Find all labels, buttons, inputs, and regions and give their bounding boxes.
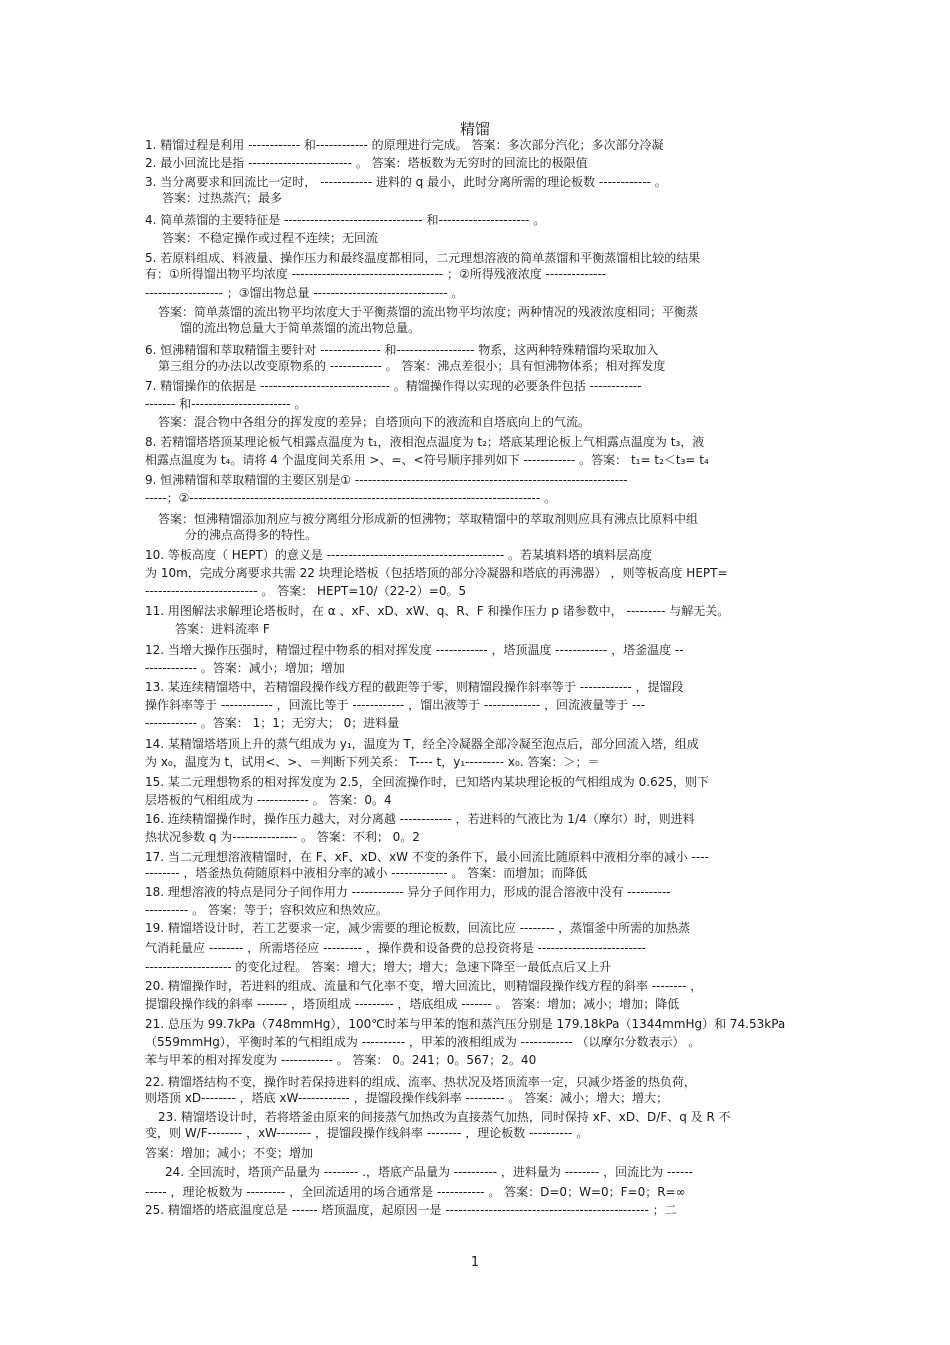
text-line: 苯与甲苯的相对挥发度为 ------------ 。 答案： 0。241；0。567；2。40 xyxy=(145,1053,537,1067)
text-line: 答案：简单蒸馏的流出物平均浓度大于平衡蒸馏的流出物平均浓度；两种情况的残液浓度相同；平衡蒸 xyxy=(158,305,699,319)
text-line: 16. 连续精馏操作时，操作压力越大，对分离越 ------------ ，若进料的气液比为 1/4（摩尔）时，则进料 xyxy=(145,812,695,826)
text-line: 21. 总压为 99.7kPa（748mmHg），100℃时苯与甲苯的饱和蒸汽压分别是 179.18kPa（1344mmHg）和 74.53kPa xyxy=(145,1017,786,1031)
text-line: 馏的流出物总量大于简单蒸馏的流出物总量。 xyxy=(180,321,421,335)
text-line: 15. 某二元理想物系的相对挥发度为 2.5，全回流操作时，已知塔内某块理论板的气相组成为 0.625，则下 xyxy=(145,775,709,789)
text-line: 25. 精馏塔的塔底温度总是 ------ 塔顶温度，起原因一是 ----------------------------------------------- ；二 xyxy=(145,1203,677,1217)
page-number: 1 xyxy=(470,1255,480,1270)
text-line: 答案：恒沸精馏添加剂应与被分离组分形成新的恒沸物；萃取精馏中的萃取剂则应具有沸点比原料中组 xyxy=(158,512,699,526)
text-line: 操作斜率等于 ------------ ，回流比等于 ------------ ，馏出液等于 ------------- ，回流液量等于 --- xyxy=(145,698,645,712)
text-line: 11. 用图解法求解理论塔板时，在 α 、xF、xD、xW、q、R、F 和操作压力 p 诸参数中， --------- 与解无关。 xyxy=(145,604,730,618)
text-line: 6. 恒沸精馏和萃取精馏主要针对 -------------- 和------------------ 物系，这两种特殊精馏均采取加入 xyxy=(145,343,659,357)
text-line: 有：①所得馏出物平均浓度 ----------------------------------- ；②所得残液浓度 -------------- xyxy=(145,267,607,281)
text-line: ---------- 。 答案：等于；容积效应和热效应。 xyxy=(145,903,388,917)
text-line: 相露点温度为 t₄。请将 4 个温度间关系用 >、=、<符号顺序排列如下 ------------ 。答案： t₁= t₂＜t₃= t₄ xyxy=(145,453,709,467)
text-line: 4. 简单蒸馏的主要特征是 -------------------------------- 和--------------------- 。 xyxy=(145,213,546,227)
text-line: 答案：增加；减小；不变；增加 xyxy=(145,1146,314,1160)
text-line: 答案：进料流率 F xyxy=(175,622,270,636)
text-line: ------------ 。答案： 1；1；无穷大； 0；进料量 xyxy=(145,716,400,730)
text-line: -------------------- 的变化过程。 答案：增大；增大；增大；急速下降至一最低点后又上升 xyxy=(145,960,612,974)
text-line: 3. 当分离要求和回流比一定时， ------------ 进料的 q 最小，此时分离所需的理论板数 ------------ 。 xyxy=(145,175,667,189)
text-line: 为 x₀，温度为 t，试用<、>、＝判断下列关系： T---- t，y₁--------- x₀. 答案：＞；＝ xyxy=(145,755,600,769)
text-line: 气消耗量应 -------- ，所需塔径应 --------- ，操作费和设备费的总投资将是 ------------------------- xyxy=(145,941,646,955)
text-line: 14. 某精馏塔塔顶上升的蒸气组成为 y₁，温度为 T，经全冷凝器全部冷凝至泡点后，部分回流入塔，组成 xyxy=(145,737,699,751)
text-line: ------- 和----------------------- 。 xyxy=(145,397,307,411)
text-line: 8. 若精馏塔塔顶某理论板气相露点温度为 t₁，液相泡点温度为 t₂；塔底某理论板上气相露点温度为 t₃，液 xyxy=(145,435,705,449)
text-line: -----；②--------------------------------------------------------------------------------- 。 xyxy=(145,491,556,505)
text-line: 热状况参数 q 为--------------- 。 答案：不利； 0。2 xyxy=(145,830,420,844)
text-line: 5. 若原料组成、料液量、操作压力和最终温度都相同，二元理想溶液的简单蒸馏和平衡蒸馏相比较的结果 xyxy=(145,251,701,265)
text-line: -------- ，塔釜热负荷随原料中液相分率的减小 ------------- 。 答案：而增加；而降低 xyxy=(145,866,588,880)
text-line: 提馏段操作线的斜率 ------- ，塔顶组成 --------- ，塔底组成 ------- 。 答案：增加；减小；增加；降低 xyxy=(145,997,680,1011)
text-line: 为 10m，完成分离要求共需 22 块理论塔板（包括塔顶的部分冷凝器和塔底的再沸器） ，则等板高度 HEPT= xyxy=(145,566,728,580)
text-line: ------------------ ；③馏出物总量 ------------------------------- 。 xyxy=(145,286,464,300)
text-line: 24. 全回流时，塔顶产品量为 -------- .，塔底产品量为 ---------- ，进料量为 -------- ，回流比为 ------ xyxy=(165,1165,693,1179)
text-line: 10. 等板高度（ HEPT）的意义是 ----------------------------------------- 。若某填料塔的填料层高度 xyxy=(145,548,653,562)
text-line: 第三组分的办法以改变原物系的 ------------ 。 答案：沸点差很小；具有恒沸物体系；相对挥发度 xyxy=(158,359,666,373)
text-line: 层塔板的气相组成为 ------------ 。 答案：0。4 xyxy=(145,793,392,807)
text-line: 22. 精馏塔结构不变，操作时若保持进料的组成、流率、热状况及塔顶流率一定，只减少塔釜的热负荷， xyxy=(145,1075,696,1089)
text-line: 9. 恒沸精馏和萃取精馏的主要区别是① --------------------------------------------------------------- xyxy=(145,473,628,487)
text-line: 变，则 W/F-------- ，xW-------- ，提馏段操作线斜率 -------- ，理论板数 ---------- 。 xyxy=(145,1126,589,1140)
page-title: 精馏 xyxy=(459,120,490,138)
text-line: 18. 理想溶液的特点是同分子间作用力 ------------ 异分子间作用力，形成的混合溶液中没有 ---------- xyxy=(145,885,671,899)
text-line: ----- ，理论板数为 --------- ，全回流适用的场合通常是 ----------- 。 答案：D=0；W=0；F=0；R=∞ xyxy=(145,1185,686,1199)
text-line: 分的沸点高得多的特性。 xyxy=(185,528,318,542)
text-line: 17. 当二元理想溶液精馏时，在 F、xF、xD、xW 不变的条件下，最小回流比随原料中液相分率的减小 ---- xyxy=(145,850,709,864)
text-line: 则塔顶 xD-------- ，塔底 xW------------ ，提馏段操作线斜率 --------- 。 答案：减小；增大；增大； xyxy=(145,1091,669,1105)
text-line: 13. 某连续精馏塔中，若精馏段操作线方程的截距等于零，则精馏段操作斜率等于 ------------ ，提馏段 xyxy=(145,680,684,694)
text-line: 1. 精馏过程是利用 ------------ 和------------ 的原理进行完成。 答案：多次部分汽化；多次部分冷凝 xyxy=(145,138,664,152)
text-line: 19. 精馏塔设计时，若工艺要求一定，减少需要的理论板数，回流比应 -------- ，蒸馏釜中所需的加热蒸 xyxy=(145,921,691,935)
text-line: 20. 精馏操作时，若进料的组成、流量和气化率不变，增大回流比，则精馏段操作线方程的斜率 -------- ， xyxy=(145,979,703,993)
text-line: 23. 精馏塔设计时，若将塔釜由原来的间接蒸气加热改为直接蒸气加热，同时保持 xF、xD、D/F、q 及 R 不 xyxy=(158,1110,731,1124)
text-line: ------------ 。答案：减小；增加；增加 xyxy=(145,661,345,675)
text-line: 7. 精馏操作的依据是 ------------------------------ 。精馏操作得以实现的必要条件包括 ------------ xyxy=(145,379,642,393)
text-line: -------------------------- 。 答案： HEPT=10/（22-2）=0。5 xyxy=(145,584,467,598)
text-line: （559mmHg），平衡时苯的气相组成为 ---------- ，甲苯的液相组成为 ------------ （以摩尔分数表示） 。 xyxy=(145,1035,701,1049)
text-line: 答案：混合物中各组分的挥发度的差异；自塔顶向下的液流和自塔底向上的气流。 xyxy=(158,415,591,429)
text-line: 答案：不稳定操作或过程不连续；无回流 xyxy=(162,231,379,245)
text-line: 答案：过热蒸汽；最多 xyxy=(162,191,283,205)
text-line: 12. 当增大操作压强时，精馏过程中物系的相对挥发度 ------------ ，塔顶温度 ------------ ，塔釜温度 -- xyxy=(145,643,684,657)
text-line: 2. 最小回流比是指 ------------------------ 。 答案：塔板数为无穷时的回流比的极限值 xyxy=(145,156,588,170)
